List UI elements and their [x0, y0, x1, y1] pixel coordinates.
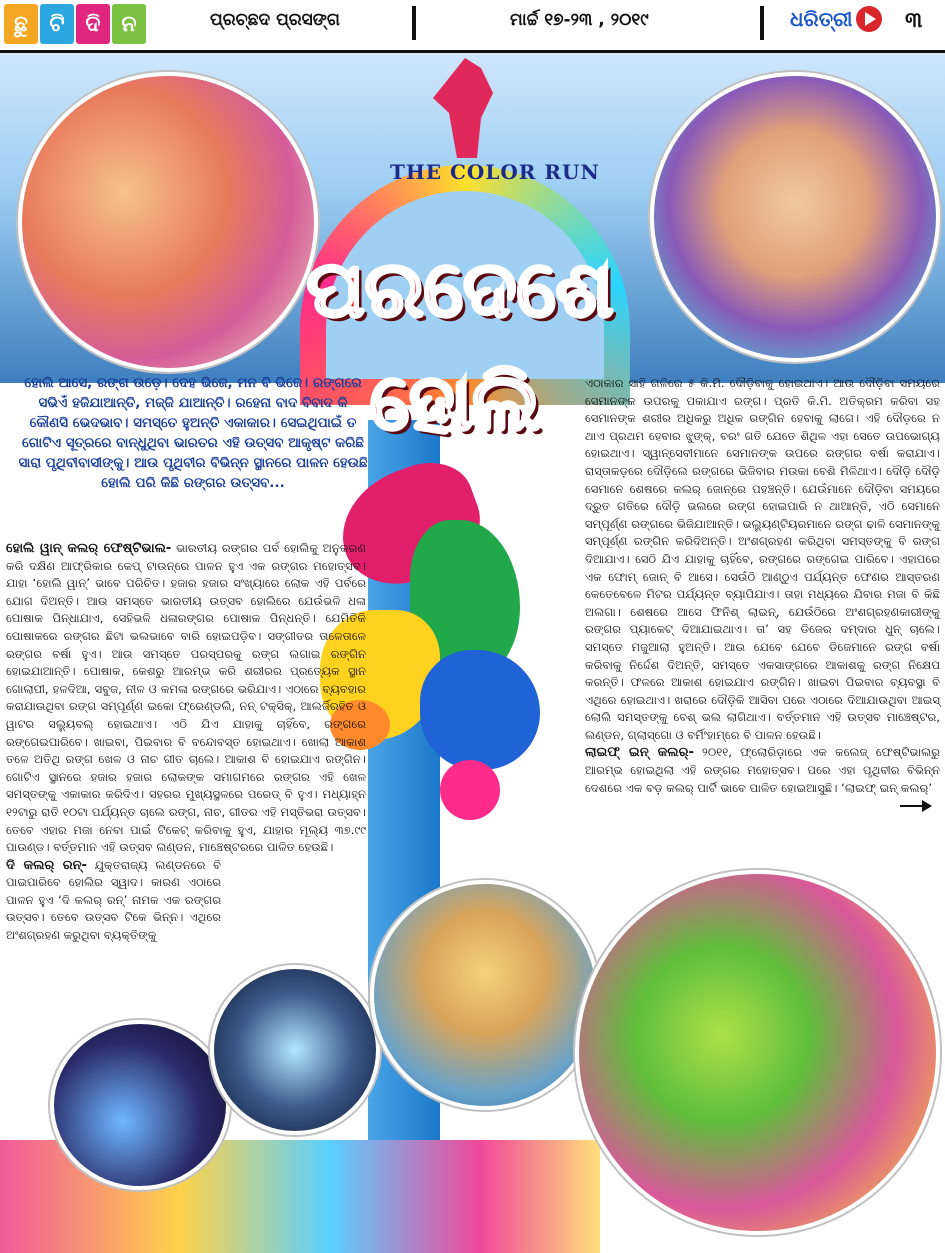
article-left-column	[6, 540, 366, 945]
headline-line2: ହୋଲି	[369, 358, 541, 448]
logo-text: ଧରିତ୍ରୀ	[790, 7, 853, 31]
brand-tile-3: ଦି	[76, 4, 110, 44]
article-right-column	[585, 375, 940, 797]
body-life-in-color: ୨୦୧୧, ଫ୍ଲୋରିଡ଼ାରେ ଏକ କଲେଜ୍ ଫେଷ୍ଟିଭାଲରୁ ଆରମ୍ଭ ହୋଇଥିଲା ଏହି ରଙ୍ଗର ମହୋତ୍ସବ। ପରେ ଏହା ପୃଥିବୀର ବିଭିନ୍ନ ଦେଶରେ ଏକ ବଡ଼ କଲର୍ ପାର୍ଟି ଭାବେ ପାଳିତ ହୋଇଆସୁଛି। ‘ଲାଇଫ୍ ଇନ୍ କଲର୍’	[585, 745, 940, 795]
subhead-life-in-color: ଲାଇଫ୍ ଇନ୍ କଲର୍-	[585, 745, 694, 761]
header-divider	[412, 6, 416, 40]
subhead-color-run: ଦି କଲର୍ ରନ୍-	[6, 857, 87, 873]
issue-date: ମାର୍ଚ୍ଚ ୧୭-୨୩ , ୨୦୧୯	[510, 10, 649, 30]
play-icon	[856, 6, 882, 32]
page-number: ୩	[905, 8, 923, 33]
photo-girls-top-right	[650, 72, 940, 362]
arrow-right-icon	[900, 805, 930, 807]
body-color-run-cont: ଏଠାକାର ସାହି ଗଳିରେ ୫ କି.ମି. ଦୌଡ଼ିବାକୁ ହୋଇଥାଏ। ଆଉ ଦୌଡ଼ିବା ସମୟରେ ସେମାନଙ୍କ ଉପରକୁ ପକାଯାଏ ରଙ୍ଗ। ପ୍ରତି କି.ମି. ଅତିକ୍ରମ କରିବା ସହ ସେମାନଙ୍କ ଶରୀର ଅଧିକରୁ ଅଧିକ ରଙ୍ଗିନ ହେବାକୁ ଲାଗେ। ଏହି ଦୌଡ଼ରେ ନ ଥାଏ ପ୍ରଥମ ହେବାର ଝୁଙ୍କ୍, ବରଂ ଗତି ଯେତେ ଶିଥିଳ ଏହା ସେତେ ଉପଭୋଗ୍ୟ ହୋଇଥାଏ। ସ୍ୱାନ୍ସେବୀମାନେ ସେମାନଙ୍କ ଉପରେ ରଙ୍ଗର ବର୍ଷା କରାଯାଏ। ରାସ୍ତାକଡ଼ରେ ଦୌଡ଼ିଲେ ରଙ୍ଗରେ ଭିଜିବାର ମଉକା ବେଶି ମିଳିଥାଏ। ଦୌଡ଼ି ଦୌଡ଼ି ସେମାନେ ଶେଷରେ କଲର୍ ଜୋନ୍‌ରେ ପହଞ୍ଚନ୍ତି। ଯେଉଁମାନେ ଦୌଡ଼ିବା ସମୟରେ ଦ୍ରୁତ ଗତିରେ ଦୌଡ଼ି ଭଲରେ ରଙ୍ଗ ହୋଇପାରି ନ ଥାଆନ୍ତି, ଏଠି ସେମାନେ ସମ୍ପୂର୍ଣ୍ଣ ରଙ୍ଗରେ ଭିଜିଯାଆନ୍ତି। ଭଲ୍ୟୁଣ୍ଟିୟରମାନେ ରଙ୍ଗ ଢାଳି ସେମାନଙ୍କୁ ସମ୍ପୂର୍ଣ୍ଣ ରଙ୍ଗିନ କରିଦିଅନ୍ତି। ଅଂଶଗ୍ରହଣ କରିଥିବା ସମସ୍ତଙ୍କୁ ବି ରଙ୍ଗ ଦିଆଯାଏ। ସେଠି ଯିଏ ଯାହାକୁ ଚାହିଁବେ, ରଙ୍ଗରେ ରଙ୍ଗେଇ ପାରିବେ। ଏହାପରେ ଏକ ଫୋମ୍ ଜୋନ୍ ବି ଆସେ। ସେଉଁଠି ଆଣ୍ଠୁଏ ପର୍ଯ୍ୟନ୍ତ ଫେଣର ଆସ୍ତରଣ କେତେବେଳେ ମିଟର ପର୍ଯ୍ୟନ୍ତ ବ୍ୟାପିଯାଏ। ତାହା ମଧ୍ୟରେ ଯିବାର ମଜା ବି କିଛି ଅଲଗା। ଶେଷରେ ଆସେ ଫିନିଶ୍ ଲାଇନ୍, ଯେଉଁଠିରେ ଅଂଶଗ୍ରହଣକାରୀଙ୍କୁ ରଙ୍ଗର ପ୍ୟାକେଟ୍ ଦିଆଯାଇଥାଏ। ତା’ ସହ ଡିଜେର ଦମ୍‌ଦାର ଧୁନ୍ ଚାଲେ। ସମସ୍ତେ ମଜୁଆଲା ହୁଅନ୍ତି। ଆଉ ଯେବେ ଯେବେ ଡିଜେମାନେ ରଙ୍ଗ ବର୍ଷା କରିବାକୁ ନିର୍ଦ୍ଦେଶ ଦିଅନ୍ତି, ସମସ୍ତେ ଏକସାଙ୍ଗରେ ଆକାଶକୁ ରଙ୍ଗ ନିକ୍ଷେପ କରନ୍ତି। ଫଳରେ ଆକାଶ ହୋଇଯାଏ ରଙ୍ଗିନ। ଖାଇବା ପିଇବାର ବ୍ୟବସ୍ଥା ବି ଏଥିରେ ହୋଇଥାଏ। ଖରାରେ ଦୌଡ଼ିକି ଆସିବା ପରେ ଏଠାରେ ଦିଆଯାଉଥିବା ଆଇସ୍ ଲୋଲି ସମସ୍ତଙ୍କୁ ବେଶ୍ ଭଲ ଲାଗିଥାଏ। ବର୍ତ୍ତମାନ ଏହି ଉତ୍ସବ ମାଞ୍ଚେଷ୍ଟର, ଲଣ୍ଡନ, ଗ୍ଲାସ୍‌ଗୋ ଓ ବର୍ମିଂହାମ୍‌ରେ ବି ପାଳନ ହେଉଛି।	[585, 376, 940, 742]
publication-logo	[790, 6, 882, 32]
brand-tile-2: ଟି	[40, 4, 74, 44]
subhead-holi-one: ହୋଲି ୱାନ୍ କଲର୍ ଫେଷ୍ଟିଭାଲ-	[6, 541, 172, 556]
body-color-run: ଯୁକ୍ତରାଜ୍ୟ ଲଣ୍ଡନରେ ବି ପାଇପାରିବେ ହୋଲିର ସ୍ୱାଦ। କାରଣ ଏଠାରେ ପାଳନ ହୁଏ ‘ଦି କଲର୍ ରନ୍’ ନାମକ ଏକ ରଙ୍ଗର ଉତ୍ସବ। ତେବେ ଉତ୍ସବ ଟିକେ ଭିନ୍ନ। ଏଥିରେ ଅଂଶଗ୍ରହଣ କରୁଥିବା ବ୍ୟକ୍ତିଙ୍କୁ	[6, 857, 221, 943]
paint-splash	[440, 760, 500, 820]
body-holi-one: ଭାରତୀୟ ରଙ୍ଗର ପର୍ବ ହୋଲିକୁ ଅନୁକରଣ କରି ଦକ୍ଷିଣ ଆଫ୍ରିକାର କେପ୍ ଟାଉନ୍‌ରେ ପାଳନ ହୁଏ ଏକ ରଙ୍ଗର ମହୋତ୍ସବ। ଯାହା ‘ହୋଲି ୱାନ୍’ ଭାବେ ପରିଚିତ। ହଜାର ହଜାର ସଂଖ୍ୟାରେ ଲୋକ ଏହି ପର୍ବରେ ଯୋଗ ଦିଅନ୍ତି। ଆଉ ସମସ୍ତେ ଭାରତୀୟ ଉତ୍ସବ ହୋଲିରେ ଯେଉଁଭଳି ଧଳା ପୋଷାକ ପିନ୍ଧାଯାଏ, ସେହିଭଳି ଧଳାରଙ୍ଗର ପୋଷାକ ପିନ୍ଧନ୍ତି। ଯେମିତିକି ପୋଷାକରେ ରଙ୍ଗର ଛିଟା ଭଲଭାବେ ବାରି ହୋଇପଡ଼ିବ। ସଙ୍ଗୀତର ତାଳେତାଳେ ରଙ୍ଗର ବର୍ଷା ହୁଏ। ଆଉ ସମସ୍ତେ ପରସ୍ପରକୁ ରଙ୍ଗ ଲଗାଇ ରଙ୍ଗିନ ହୋଇଯାଆନ୍ତି। ପୋଷାକ, କେଶରୁ ଆରମ୍ଭ କରି ଶରୀରର ପ୍ରତ୍ୟେକ ସ୍ଥାନ ଗୋଲାପୀ, ହଳଦିଆ, ସବୁଜ, ନୀଳ ଓ କମଳା ରଙ୍ଗରେ ଭରିଯାଏ। ଏଠାରେ ବ୍ୟବହାର କରାଯାଉଥିବା ରଙ୍ଗ ସମ୍ପୂର୍ଣ୍ଣ ଇକୋ ଫ୍ରେଣ୍ଡଲି, ନନ୍ ଟକ୍ସିକ୍, ଆଲର୍ଜିରହିତ ଓ ୱାଟର ସଲ୍ୟୁବଲ୍ ହୋଇଥାଏ। ଏଠି ଯିଏ ଯାହାକୁ ଚାହିଁବେ, ରଙ୍ଗରେ ରଙ୍ଗେଇପାରିବେ। ଖାଇବା, ପିଇବାର ବି ବନ୍ଦୋବସ୍ତ ହୋଇଥାଏ। ଖୋଲା ଆକାଶ ତଳେ ଅତିଥି ରଙ୍ଗ ଖେଳ ଓ ନାଚ ଗୀତ ଚାଲେ। ଆକାଶ ବି ହୋଇଯାଏ ରଙ୍ଗିନ। ଗୋଟିଏ ସ୍ଥାନରେ ହଜାର ହଜାର ଲୋକଙ୍କ ସମାଗମରେ ରଙ୍ଗର ଏହି ଖେଳ ସମସ୍ତଙ୍କୁ ଏକାକାର କରିଦିଏ। ସହରର ମୁଖ୍ୟସ୍ଥଳରେ ପରେଡ୍ ବି ହୁଏ। ମଧ୍ୟାହ୍ନ ୧୨ଟାରୁ ରାତି ୧୦ଟା ପର୍ଯ୍ୟନ୍ତ ଚାଲେ ରଙ୍ଗ, ନାଚ, ଗୀତର ଏହି ମସ୍ତିଭରା ଉତ୍ସବ। ତେବେ ଏହାର ମଜା ନେବା ପାଇଁ ଟିକେଟ୍ କରିବାକୁ ହୁଏ, ଯାହାର ମୂଲ୍ୟ ୩୭.୯୯ ପାଉଣ୍ଡ। ବର୍ତ୍ତମାନ ଏହି ଉତ୍ସବ ଲଣ୍ଡନ, ମାଞ୍ଚେଷ୍ଟରରେ ପାଳିତ ହେଉଛି।	[6, 541, 366, 855]
header-divider	[760, 6, 764, 40]
photo-women-green-powder	[575, 870, 940, 1235]
headline-line1: ପରଦେଶେ	[306, 245, 614, 335]
photo-stage-smoke	[210, 965, 380, 1135]
paint-splash	[420, 650, 540, 770]
masthead	[0, 0, 945, 52]
arch-label: THE COLOR RUN	[390, 160, 600, 184]
brand-mark	[4, 4, 146, 44]
photo-concert	[50, 1020, 230, 1190]
intro-deck: ହୋଲି ଆସେ, ରଙ୍ଗ ଉଡ଼େ। ଦେହ ଭିଜେ, ମନ ବି ଭିଜେ। ରଙ୍ଗରେ ସଭିଏଁ ହଜିଯାଆନ୍ତି, ମଜ୍ଜି ଯାଆନ୍ତି। ରହେନା ବାଦ ବିବାଦ କି କୌଣସି ଭେଦଭାବ। ସମସ୍ତେ ହୁଅନ୍ତି ଏକାକାର। ସେଇଥିପାଇଁ ତ ଗୋଟିଏ ସୂତ୍ରରେ ବାନ୍ଧୁଥିବା ଭାରତର ଏହି ଉତ୍ସବ ଆକୃଷ୍ଟ କରିଛି ସାରା ପୃଥିବୀବାସୀଙ୍କୁ। ଆଉ ପୃଥିବୀର ବିଭିନ୍ନ ସ୍ଥାନରେ ପାଳନ ହେଉଛି ହୋଲି ପରି କିଛି ରଙ୍ଗର ଉତ୍ସବ...	[18, 375, 368, 491]
brand-tile-4: ନ	[112, 4, 146, 44]
brand-tile-1: ଛୁ	[4, 4, 38, 44]
photo-woman-laughing	[370, 880, 600, 1110]
section-title: ପ୍ରଚ୍ଛଦ ପ୍ରସଙ୍ଗ	[210, 10, 340, 30]
